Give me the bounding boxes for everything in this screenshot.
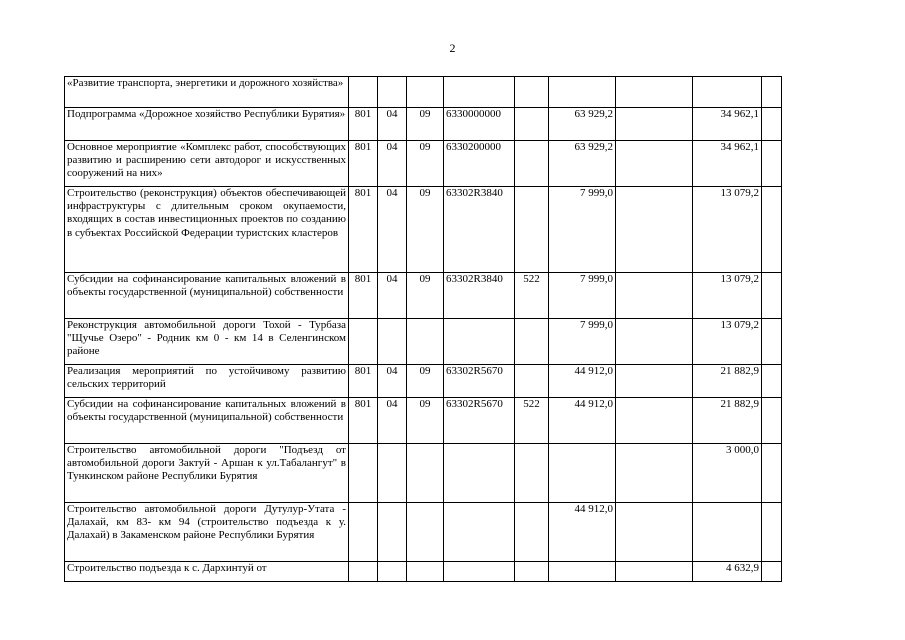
cell-description: Строительство автомобильной дороги Дутулур-Утата - Далахай, км 83- км 94 (строительство подъезда к у. Далахай) в Закаменском районе Республики Бурятия <box>65 503 349 562</box>
cell-amount-1: 44 912,0 <box>549 398 616 444</box>
cell-gr-code: 801 <box>349 398 378 444</box>
cell-cs-code <box>444 77 515 108</box>
cell-gr-code <box>349 562 378 582</box>
table-row <box>65 503 782 562</box>
cell-amount-1: 63 929,2 <box>549 108 616 141</box>
cell-rz-code: 04 <box>378 273 407 319</box>
cell-description: Реализация мероприятий по устойчивому развитию сельских территорий <box>65 365 349 398</box>
cell-rz-code <box>378 319 407 365</box>
cell-amount-1 <box>549 444 616 503</box>
cell-gr-code <box>349 77 378 108</box>
cell-amount-2: 34 962,1 <box>693 108 762 141</box>
cell-vr-code: 522 <box>515 398 549 444</box>
cell-amount-2: 21 882,9 <box>693 398 762 444</box>
cell-empty-1 <box>616 319 693 365</box>
cell-pr-code <box>407 77 444 108</box>
cell-gr-code: 801 <box>349 187 378 273</box>
cell-pr-code: 09 <box>407 398 444 444</box>
cell-description: Субсидии на софинансирование капитальных вложений в объекты государственной (муниципальной) собственности <box>65 273 349 319</box>
cell-cs-code: 63302R5670 <box>444 398 515 444</box>
cell-rz-code <box>378 77 407 108</box>
cell-description: Основное мероприятие «Комплекс работ, способствующих развитию и расширению сети автодорог и искусственных сооружений на них» <box>65 141 349 187</box>
table-row <box>65 562 782 582</box>
cell-empty-2 <box>762 187 782 273</box>
cell-empty-2 <box>762 108 782 141</box>
cell-vr-code <box>515 444 549 503</box>
cell-vr-code <box>515 108 549 141</box>
cell-description: Строительство (реконструкция) объектов обеспечивающей инфраструктуры с длительным сроком окупаемости, входящих в состав инвестиционных проектов по созданию в субъектах Российской Федерации туристских кластеров <box>65 187 349 273</box>
cell-pr-code: 09 <box>407 365 444 398</box>
cell-gr-code <box>349 444 378 503</box>
cell-rz-code: 04 <box>378 398 407 444</box>
cell-empty-2 <box>762 503 782 562</box>
cell-cs-code <box>444 319 515 365</box>
cell-cs-code: 6330200000 <box>444 141 515 187</box>
cell-pr-code: 09 <box>407 108 444 141</box>
cell-cs-code <box>444 444 515 503</box>
cell-vr-code <box>515 562 549 582</box>
cell-vr-code <box>515 365 549 398</box>
cell-cs-code: 6330000000 <box>444 108 515 141</box>
cell-vr-code <box>515 319 549 365</box>
cell-pr-code: 09 <box>407 187 444 273</box>
cell-rz-code <box>378 444 407 503</box>
cell-description: Подпрограмма «Дорожное хозяйство Республики Бурятия» <box>65 108 349 141</box>
cell-rz-code: 04 <box>378 365 407 398</box>
cell-empty-2 <box>762 141 782 187</box>
cell-rz-code <box>378 562 407 582</box>
cell-amount-2: 13 079,2 <box>693 319 762 365</box>
cell-pr-code: 09 <box>407 273 444 319</box>
cell-amount-1: 7 999,0 <box>549 187 616 273</box>
cell-empty-1 <box>616 365 693 398</box>
cell-rz-code <box>378 503 407 562</box>
cell-description: Строительство подъезда к с. Дархинтуй от <box>65 562 349 582</box>
cell-pr-code <box>407 319 444 365</box>
cell-empty-2 <box>762 273 782 319</box>
cell-vr-code <box>515 141 549 187</box>
cell-amount-2: 13 079,2 <box>693 187 762 273</box>
cell-cs-code <box>444 562 515 582</box>
cell-rz-code: 04 <box>378 141 407 187</box>
cell-empty-2 <box>762 562 782 582</box>
cell-cs-code <box>444 503 515 562</box>
cell-rz-code: 04 <box>378 187 407 273</box>
cell-vr-code <box>515 77 549 108</box>
cell-amount-1: 63 929,2 <box>549 141 616 187</box>
cell-empty-1 <box>616 141 693 187</box>
table-row <box>65 187 782 273</box>
page-number: 2 <box>449 41 456 55</box>
cell-amount-2 <box>693 503 762 562</box>
cell-pr-code <box>407 562 444 582</box>
cell-cs-code: 63302R3840 <box>444 273 515 319</box>
cell-description: Строительство автомобильной дороги "Подъезд от автомобильной дороги Зактуй - Аршан к ул.Табалангут" в Тункинском районе Республики Бурятия <box>65 444 349 503</box>
cell-gr-code: 801 <box>349 108 378 141</box>
cell-vr-code: 522 <box>515 273 549 319</box>
cell-cs-code: 63302R5670 <box>444 365 515 398</box>
cell-amount-1: 44 912,0 <box>549 503 616 562</box>
table-row <box>65 444 782 503</box>
cell-empty-1 <box>616 444 693 503</box>
table-row <box>65 319 782 365</box>
cell-cs-code: 63302R3840 <box>444 187 515 273</box>
cell-empty-1 <box>616 562 693 582</box>
cell-empty-1 <box>616 273 693 319</box>
cell-empty-1 <box>616 187 693 273</box>
table-row <box>65 398 782 444</box>
table-body <box>65 77 782 582</box>
cell-empty-1 <box>616 398 693 444</box>
cell-vr-code <box>515 503 549 562</box>
cell-pr-code <box>407 444 444 503</box>
cell-empty-2 <box>762 319 782 365</box>
cell-rz-code: 04 <box>378 108 407 141</box>
cell-amount-1: 7 999,0 <box>549 319 616 365</box>
cell-description: «Развитие транспорта, энергетики и дорожного хозяйства» <box>65 77 349 108</box>
cell-amount-2: 34 962,1 <box>693 141 762 187</box>
cell-empty-1 <box>616 77 693 108</box>
table-row <box>65 108 782 141</box>
table-row <box>65 141 782 187</box>
cell-pr-code <box>407 503 444 562</box>
cell-amount-2: 3 000,0 <box>693 444 762 503</box>
cell-empty-2 <box>762 365 782 398</box>
cell-amount-2: 21 882,9 <box>693 365 762 398</box>
cell-amount-1: 44 912,0 <box>549 365 616 398</box>
table-row <box>65 77 782 108</box>
cell-amount-1 <box>549 562 616 582</box>
cell-amount-1 <box>549 77 616 108</box>
cell-description: Субсидии на софинансирование капитальных вложений в объекты государственной (муниципальной) собственности <box>65 398 349 444</box>
cell-empty-1 <box>616 503 693 562</box>
budget-table <box>64 76 782 582</box>
cell-amount-2 <box>693 77 762 108</box>
cell-amount-2: 4 632,9 <box>693 562 762 582</box>
cell-description: Реконструкция автомобильной дороги Тохой - Турбаза "Щучье Озеро" - Родник км 0 - км 14 в Селенгинском районе <box>65 319 349 365</box>
table-row <box>65 365 782 398</box>
cell-amount-1: 7 999,0 <box>549 273 616 319</box>
cell-empty-2 <box>762 444 782 503</box>
cell-gr-code: 801 <box>349 365 378 398</box>
cell-amount-2: 13 079,2 <box>693 273 762 319</box>
cell-empty-1 <box>616 108 693 141</box>
cell-gr-code: 801 <box>349 273 378 319</box>
cell-empty-2 <box>762 398 782 444</box>
cell-empty-2 <box>762 77 782 108</box>
cell-gr-code <box>349 503 378 562</box>
table-row <box>65 273 782 319</box>
cell-pr-code: 09 <box>407 141 444 187</box>
cell-gr-code: 801 <box>349 141 378 187</box>
cell-vr-code <box>515 187 549 273</box>
cell-gr-code <box>349 319 378 365</box>
